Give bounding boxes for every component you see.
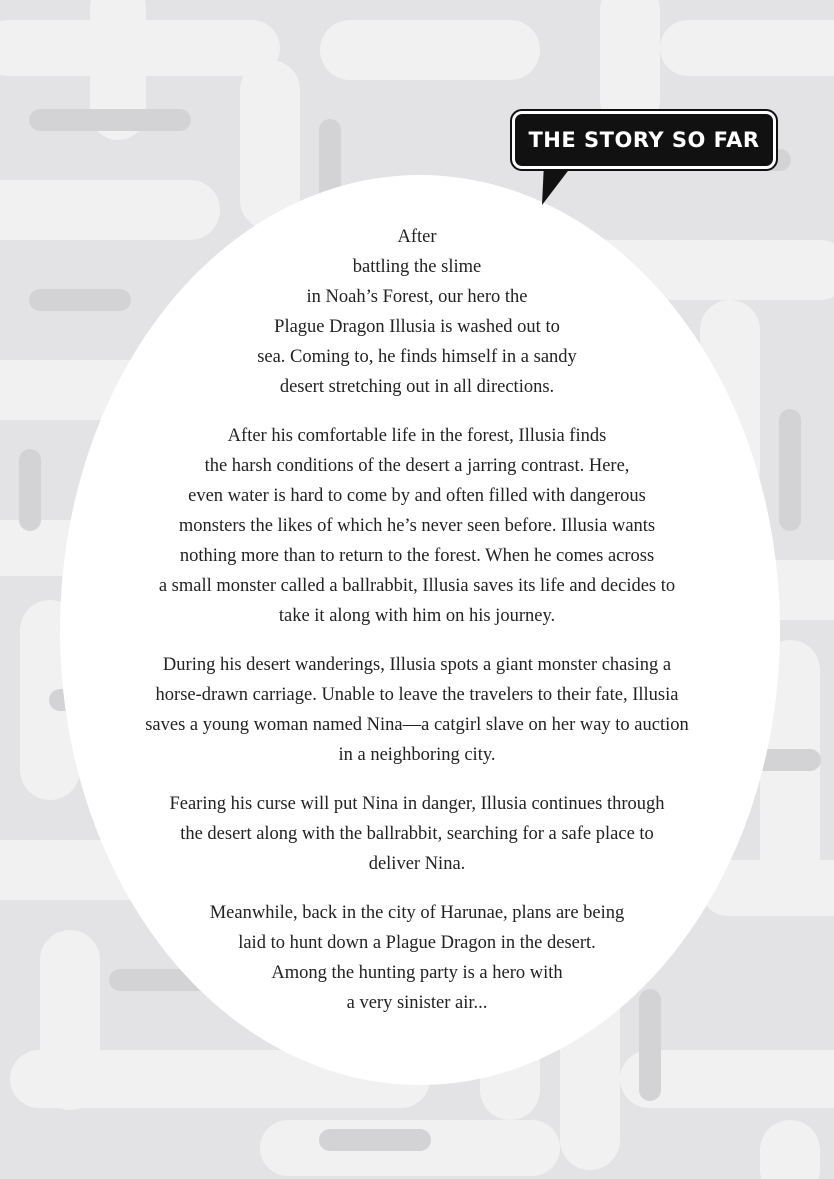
text-line: During his desert wanderings, Illusia spots a giant monster chasing a bbox=[162, 655, 672, 675]
text-line: a very sinister air... bbox=[346, 993, 488, 1013]
text-line: saves a young woman named Nina—a catgirl slave on her way to auction bbox=[145, 715, 689, 735]
text-line: a small monster called a ballrabbit, Illusia saves its life and decides to bbox=[158, 576, 676, 596]
text-line: horse-drawn carriage. Unable to leave the travelers to their fate, Illusia bbox=[155, 685, 679, 705]
text-line: Among the hunting party is a hero with bbox=[271, 963, 563, 983]
text-line: the desert along with the ballrabbit, searching for a safe place to bbox=[180, 824, 654, 844]
paragraph bbox=[100, 222, 734, 402]
text-line: in a neighboring city. bbox=[338, 745, 496, 765]
text-line: laid to hunt down a Plague Dragon in the desert. bbox=[238, 933, 596, 953]
paragraph bbox=[100, 650, 734, 770]
text-line: battling the slime bbox=[352, 257, 482, 277]
paragraph bbox=[100, 789, 734, 879]
text-line: take it along with him on his journey. bbox=[278, 606, 556, 626]
text-line: Fearing his curse will put Nina in danger, Illusia continues through bbox=[169, 794, 665, 814]
text-line: Plague Dragon Illusia is washed out to bbox=[274, 317, 560, 337]
text-line: even water is hard to come by and often filled with dangerous bbox=[188, 486, 646, 506]
paragraph bbox=[100, 421, 734, 631]
story-text bbox=[100, 222, 734, 1037]
text-line: After his comfortable life in the forest, Illusia finds bbox=[227, 426, 607, 446]
text-line: After bbox=[397, 227, 437, 247]
text-line: nothing more than to return to the forest. When he comes across bbox=[179, 546, 655, 566]
text-line: sea. Coming to, he finds himself in a sandy bbox=[257, 347, 577, 367]
paragraph bbox=[100, 898, 734, 1018]
speech-bubble-tail bbox=[540, 163, 590, 209]
story-title-box bbox=[512, 111, 776, 169]
text-line: the harsh conditions of the desert a jarring contrast. Here, bbox=[204, 456, 630, 476]
story-title: THE STORY SO FAR bbox=[528, 128, 760, 152]
text-line: deliver Nina. bbox=[368, 854, 466, 874]
text-line: in Noah’s Forest, our hero the bbox=[306, 287, 528, 307]
text-line: Meanwhile, back in the city of Harunae, plans are being bbox=[209, 903, 625, 923]
text-line: desert stretching out in all directions. bbox=[279, 377, 555, 397]
text-line: monsters the likes of which he’s never seen before. Illusia wants bbox=[178, 516, 656, 536]
